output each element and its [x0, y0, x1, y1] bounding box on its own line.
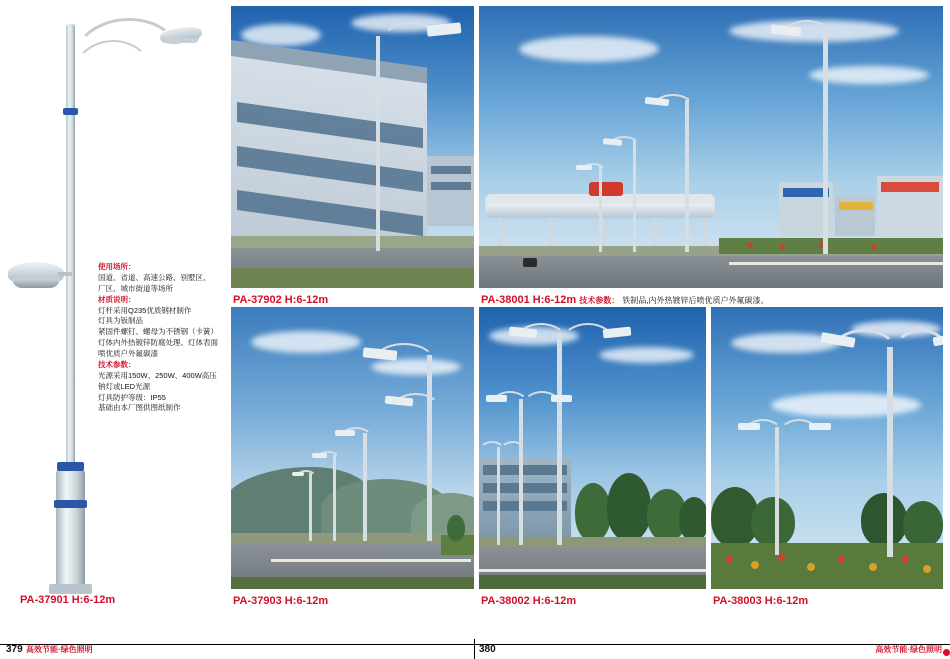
- pole-band-upper: [63, 108, 78, 115]
- spec-text-block: [98, 262, 218, 414]
- page-fold-line: [474, 639, 475, 659]
- material-line-4: 喷优质户外氟碳漆: [98, 349, 158, 358]
- material-header: 材质说明：: [98, 294, 136, 304]
- caption-pa-37901: PA-37901 H:6-12m: [20, 594, 116, 606]
- pole-lower-shaft: [56, 470, 85, 590]
- caption-note-label: 技术参数：: [579, 296, 620, 305]
- photo-pa-38003: [711, 307, 943, 589]
- caption-pa-37902: PA-37902 H:6-12m: [233, 294, 329, 306]
- page-footer: [0, 637, 950, 659]
- billboard-red: [881, 182, 939, 192]
- caption-pa-37903: PA-37903 H:6-12m: [233, 595, 329, 607]
- footer-brand-right: 高效节能·绿色照明: [875, 645, 942, 654]
- tech-header: 技术参数：: [98, 359, 136, 369]
- material-line-1: 灯具为钣制品: [98, 316, 143, 326]
- footer-brand-left: 高效节能·绿色照明: [26, 645, 93, 654]
- usage-line-0: 国道、省道、高速公路、别墅区、: [98, 272, 211, 282]
- vehicle: [523, 258, 537, 267]
- tech-line-2: 灯具防护等级：IP55: [98, 392, 166, 402]
- usage-header: 使用场所：: [98, 262, 136, 271]
- photo-pa-37902: [231, 6, 474, 288]
- photo-pa-38001: [479, 6, 943, 288]
- photo-pa-37903: [231, 307, 474, 589]
- page-number-right: 380: [479, 644, 496, 655]
- lamp-head-detail-lens: [12, 278, 60, 288]
- caption-pa-38003: PA-38003 H:6-12m: [713, 595, 809, 607]
- lamp-head-top-lens: [163, 38, 199, 43]
- caption-note-text: 铁制品,内外热镀锌后喷优质户外氟碳漆。: [622, 296, 769, 305]
- tech-line-0: 光源采用150W、250W、400W高压: [98, 370, 217, 380]
- pole-base-band: [54, 500, 87, 508]
- material-line-0: 灯杆采用Q235优质钢材制作: [98, 305, 192, 315]
- page-number-left: 379: [6, 644, 23, 655]
- product-illustration-pa-37901: [0, 0, 225, 615]
- pole-band-lower: [57, 462, 84, 471]
- caption-pa-38002: PA-38002 H:6-12m: [481, 595, 577, 607]
- caption-pa-38001: PA-38001 H:6-12m 技术参数： 铁制品,内外热镀锌后喷优质户外氟碳漆。: [481, 294, 769, 306]
- tech-line-3: 基础由本厂图供图纸制作: [98, 403, 181, 413]
- usage-line-1: 厂区、城市街道等场所: [98, 283, 173, 293]
- footer-bullet: [943, 649, 950, 656]
- tech-line-1: 钠灯或LED光源: [98, 381, 151, 391]
- pole-foot: [49, 584, 92, 594]
- lamp-head-detail-arm: [58, 272, 72, 276]
- material-line-2: 紧固件螺钉、螺母为不锈钢（卡簧）: [98, 327, 218, 337]
- billboard-yellow: [839, 202, 873, 210]
- photo-pa-38002: [479, 307, 706, 589]
- material-line-3: 灯体内外热镀锌防腐处理、灯体表面: [98, 338, 218, 348]
- toll-gate-sign: [589, 182, 623, 196]
